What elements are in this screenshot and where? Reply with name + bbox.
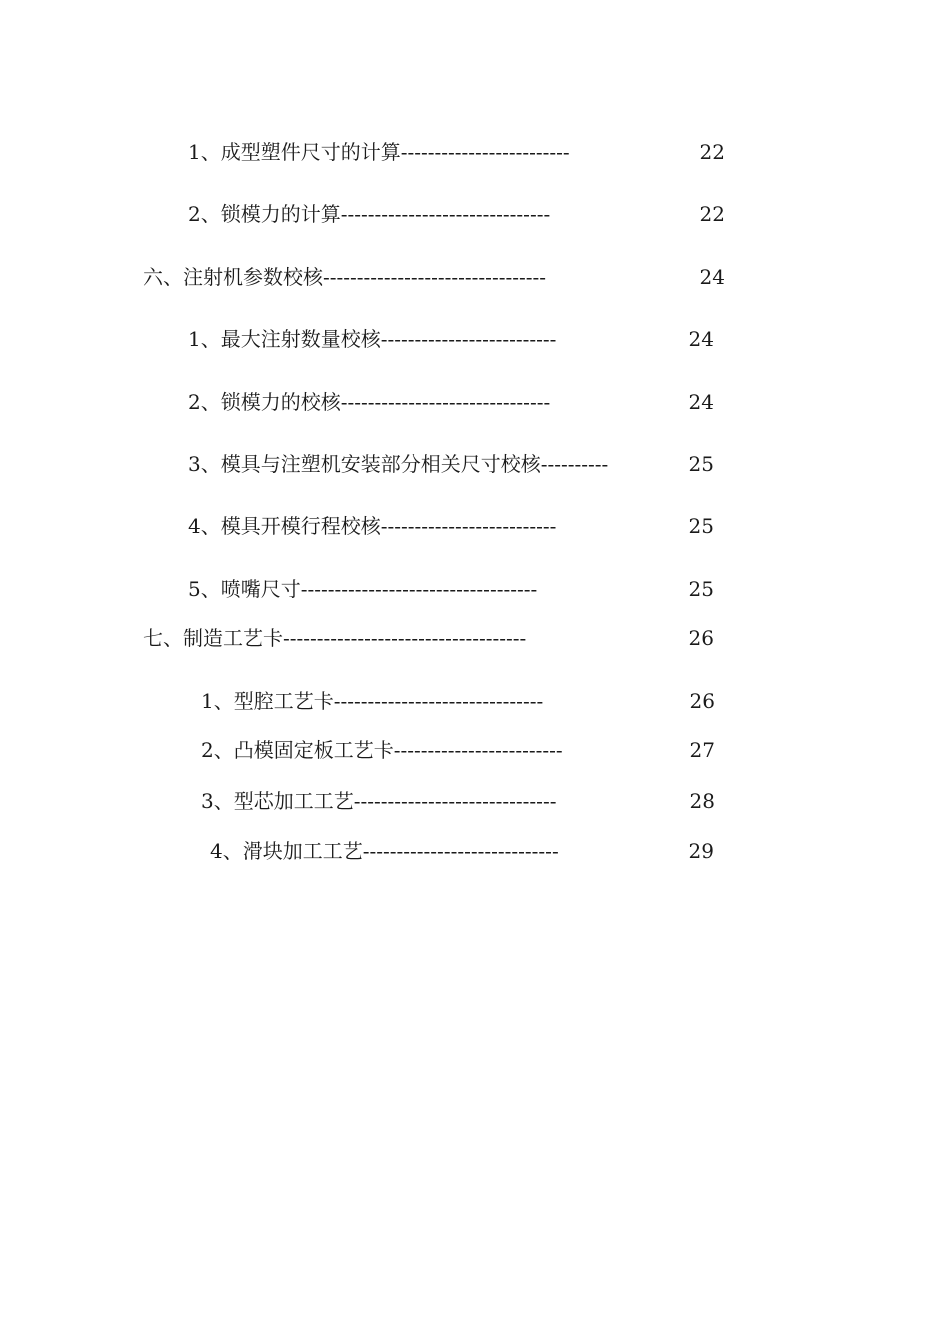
toc-entry-text: 4、滑块加工工艺-----------------------------: [210, 839, 559, 863]
toc-page-number: 24: [688, 327, 714, 351]
toc-entry: [188, 514, 714, 538]
toc-entry-text: 5、喷嘴尺寸-----------------------------------: [188, 577, 538, 601]
toc-entry: [188, 327, 714, 351]
toc-page-number: 22: [699, 140, 725, 164]
toc-entry-text: 2、锁模力的计算-------------------------------: [188, 202, 551, 226]
toc-page-number: 25: [688, 452, 714, 476]
toc-page-number: 29: [688, 839, 714, 863]
toc-entry-text: 1、型腔工艺卡-------------------------------: [201, 689, 544, 713]
toc-entry-text: 1、成型塑件尺寸的计算-------------------------: [188, 140, 570, 164]
toc-page-number: 27: [689, 738, 715, 762]
toc-entry: [188, 577, 714, 601]
toc-entry: [188, 390, 714, 414]
toc-page-number: 28: [689, 789, 715, 813]
toc-entry: [201, 738, 715, 762]
toc-entry-text: 2、凸模固定板工艺卡-------------------------: [201, 738, 563, 762]
toc-page-number: 25: [688, 577, 714, 601]
toc-page-number: 24: [699, 265, 725, 289]
toc-entry: [188, 452, 714, 476]
toc-entry: [188, 202, 725, 226]
toc-page-number: 24: [688, 390, 714, 414]
toc-entry: [188, 140, 725, 164]
toc-entry-text: 1、最大注射数量校核--------------------------: [188, 327, 557, 351]
toc-entry: [210, 839, 714, 863]
toc-entry-text: 六、注射机参数校核---------------------------------: [143, 265, 547, 289]
toc-entry: [201, 689, 715, 713]
toc-entry-text: 3、模具与注塑机安装部分相关尺寸校核----------: [188, 452, 609, 476]
toc-page-number: 26: [689, 689, 715, 713]
toc-entry-text: 七、制造工艺卡------------------------------------: [143, 626, 527, 650]
toc-entry-text: 4、模具开模行程校核--------------------------: [188, 514, 557, 538]
toc-section-heading: [143, 626, 714, 650]
toc-entry: [201, 789, 715, 813]
toc-entry-text: 2、锁模力的校核-------------------------------: [188, 390, 551, 414]
toc-entry-text: 3、型芯加工工艺------------------------------: [201, 789, 557, 813]
toc-page-number: 26: [688, 626, 714, 650]
toc-page-number: 22: [699, 202, 725, 226]
toc-section-heading: [143, 265, 725, 289]
toc-page-number: 25: [688, 514, 714, 538]
